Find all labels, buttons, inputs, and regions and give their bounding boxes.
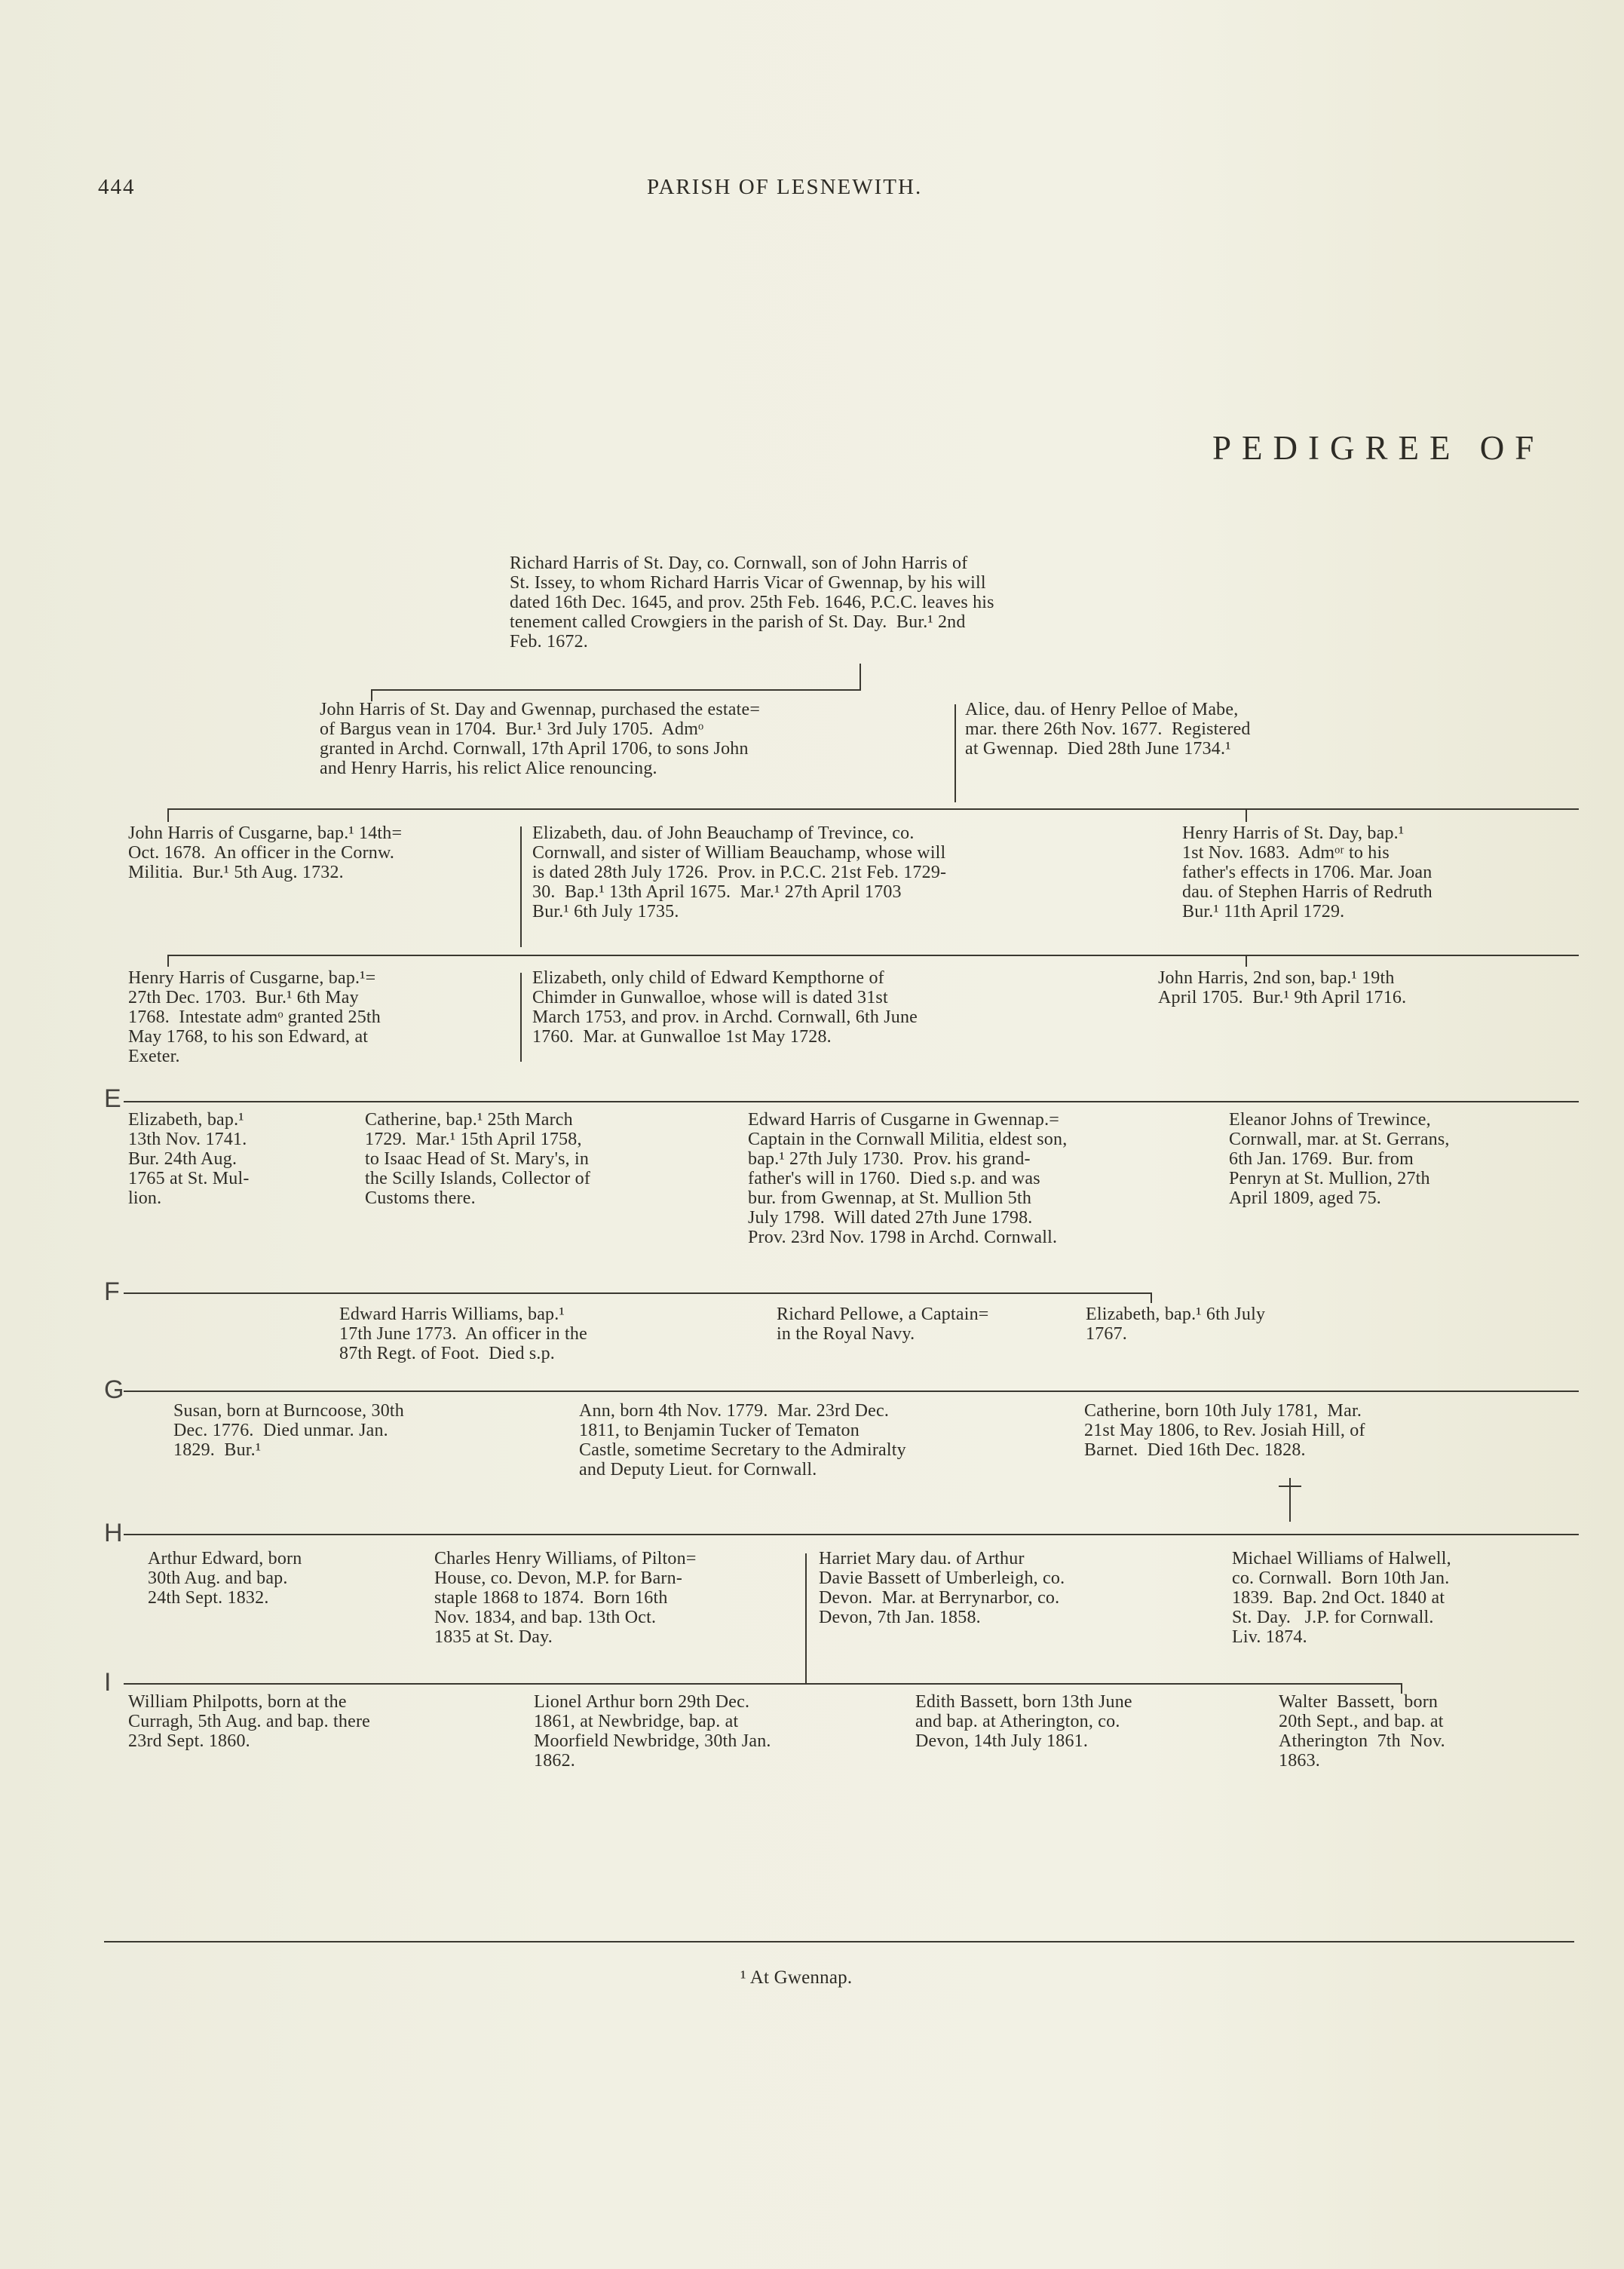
entry-edward-harris: Edward Harris of Cusgarne in Gwennap.= Captain in the Cornwall Militia, eldest son, bap.¹ 27th July 1730. Prov. his grand- father's will in 1760. Died s.p. and was bur. from Gwennap, at St. Mullion 5th July 1798. Will dated 27th June 1798. Prov. 23rd Nov. 1798 in Archd. Cornwall. bbox=[748, 1110, 1068, 1247]
entry-catherine-1781: Catherine, born 10th July 1781, Mar. 21st May 1806, to Rev. Josiah Hill, of Barnet. Died 16th Dec. 1828. bbox=[1084, 1401, 1365, 1460]
entry-harriet-mary: Harriet Mary dau. of Arthur Davie Bassett of Umberleigh, co. Devon. Mar. at Berrynarbor, co. Devon, 7th Jan. 1858. bbox=[819, 1549, 1065, 1627]
marriage-line bbox=[520, 973, 522, 1062]
marriage-line bbox=[954, 704, 956, 802]
descent-line bbox=[167, 955, 1579, 956]
entry-william-philpotts: William Philpotts, born at the Curragh, 5th Aug. and bap. there 23rd Sept. 1860. bbox=[128, 1692, 370, 1751]
entry-ann: Ann, born 4th Nov. 1779. Mar. 23rd Dec. 1811, to Benjamin Tucker of Tematon Castle, sometime Secretary to the Admiralty and Deputy Lieut. for Cornwall. bbox=[579, 1401, 906, 1479]
row-letter-h: H bbox=[104, 1519, 123, 1547]
descent-line bbox=[371, 689, 859, 691]
entry-susan: Susan, born at Burncoose, 30th Dec. 1776. Died unmar. Jan. 1829. Bur.¹ bbox=[173, 1401, 404, 1460]
marriage-line bbox=[805, 1553, 807, 1683]
descent-line bbox=[167, 955, 169, 967]
descent-line bbox=[1151, 1292, 1152, 1303]
descent-line bbox=[124, 1534, 1579, 1535]
descent-line bbox=[124, 1101, 1579, 1102]
entry-john-harris-cusgarne: John Harris of Cusgarne, bap.¹ 14th= Oct. 1678. An officer in the Cornw. Militia. Bur.¹ 5th Aug. 1732. bbox=[128, 823, 403, 882]
row-letter-i: I bbox=[104, 1668, 112, 1697]
entry-elizabeth-beauchamp: Elizabeth, dau. of John Beauchamp of Trevince, co. Cornwall, and sister of William Beauchamp, whose will is dated 28th July 1726. Prov. in P.C.C. 21st Feb. 1729- 30. Bap.¹ 13th April 1675. Mar.¹ 27th April 1703 Bur.¹ 6th July 1735. bbox=[532, 823, 947, 921]
entry-john-harris-2nd-son: John Harris, 2nd son, bap.¹ 19th April 1705. Bur.¹ 9th April 1716. bbox=[1158, 968, 1407, 1007]
entry-henry-harris-st-day: Henry Harris of St. Day, bap.¹ 1st Nov. 1683. Admᵒʳ to his father's effects in 1706. Mar. Joan dau. of Stephen Harris of Redruth Bur.¹ 11th April 1729. bbox=[1182, 823, 1432, 921]
pedigree-title: PEDIGREE OF bbox=[1212, 429, 1545, 467]
page-number: 444 bbox=[98, 175, 136, 199]
entry-edward-harris-williams: Edward Harris Williams, bap.¹ 17th June 1773. An officer in the 87th Regt. of Foot. Died s.p. bbox=[339, 1305, 587, 1363]
entry-richard-pellowe: Richard Pellowe, a Captain= in the Royal Navy. bbox=[777, 1305, 989, 1344]
descent-line bbox=[124, 1292, 1151, 1294]
entry-elizabeth-kempthorne: Elizabeth, only child of Edward Kempthorne of Chimder in Gunwalloe, whose will is dated 31st March 1753, and prov. in Archd. Cornwall, 6th June 1760. Mar. at Gunwalloe 1st May 1728. bbox=[532, 968, 918, 1047]
entry-edith-bassett: Edith Bassett, born 13th June and bap. at Atherington, co. Devon, 14th July 1861. bbox=[915, 1692, 1132, 1751]
row-letter-f: F bbox=[104, 1277, 120, 1306]
marriage-line bbox=[520, 826, 522, 947]
descent-line bbox=[859, 664, 861, 691]
entry-henry-harris-cusgarne: Henry Harris of Cusgarne, bap.¹= 27th Dec. 1703. Bur.¹ 6th May 1768. Intestate admᵒ granted 25th May 1768, to his son Edward, at Exeter. bbox=[128, 968, 381, 1066]
entry-richard-harris: Richard Harris of St. Day, co. Cornwall, son of John Harris of St. Issey, to whom Richard Harris Vicar of Gwennap, by his will dated 16th Dec. 1645, and prov. 25th Feb. 1646, P.C.C. leaves his tenement called Crowgiers in the parish of St. Day. Bur.¹ 2nd Feb. 1672. bbox=[510, 553, 994, 652]
entry-lionel-arthur: Lionel Arthur born 29th Dec. 1861, at Newbridge, bap. at Moorfield Newbridge, 30th Jan. 1862. bbox=[534, 1692, 771, 1771]
entry-michael-williams: Michael Williams of Halwell, co. Cornwall. Born 10th Jan. 1839. Bap. 2nd Oct. 1840 at St. Day. J.P. for Cornwall. Liv. 1874. bbox=[1232, 1549, 1451, 1647]
entry-walter-bassett: Walter Bassett, born 20th Sept., and bap. at Atherington 7th Nov. 1863. bbox=[1279, 1692, 1445, 1771]
footnote: ¹ At Gwennap. bbox=[740, 1967, 853, 1988]
entry-eleanor-johns: Eleanor Johns of Trewince, Cornwall, mar. at St. Gerrans, 6th Jan. 1769. Bur. from Penryn at St. Mullion, 27th April 1809, aged 75. bbox=[1229, 1110, 1450, 1208]
entry-arthur-edward: Arthur Edward, born 30th Aug. and bap. 24th Sept. 1832. bbox=[148, 1549, 302, 1608]
descent-line bbox=[1246, 955, 1247, 967]
descent-line bbox=[167, 808, 1579, 810]
descent-line bbox=[1246, 808, 1247, 822]
running-title: PARISH OF LESNEWITH. bbox=[647, 175, 923, 199]
row-letter-e: E bbox=[104, 1084, 121, 1113]
descent-line bbox=[124, 1683, 1401, 1685]
entry-john-harris-st-day: John Harris of St. Day and Gwennap, purchased the estate= of Bargus vean in 1704. Bur.¹ 3rd July 1705. Admᵒ granted in Archd. Cornwall, 17th April 1706, to sons John and Henry Harris, his relict Alice renouncing. bbox=[320, 700, 761, 778]
entry-elizabeth-1767: Elizabeth, bap.¹ 6th July 1767. bbox=[1086, 1305, 1266, 1344]
entry-charles-henry-williams: Charles Henry Williams, of Pilton= House, co. Devon, M.P. for Barn- staple 1868 to 1874. Born 16th Nov. 1834, and bap. 13th Oct. 1835 at St. Day. bbox=[434, 1549, 697, 1647]
entry-alice-pelloe: Alice, dau. of Henry Pelloe of Mabe, mar. there 26th Nov. 1677. Registered at Gwennap. Died 28th June 1734.¹ bbox=[965, 700, 1251, 759]
descent-line bbox=[167, 808, 169, 822]
row-letter-g: G bbox=[104, 1375, 124, 1404]
descent-line bbox=[124, 1391, 1579, 1392]
entry-catherine-1729: Catherine, bap.¹ 25th March 1729. Mar.¹ 15th April 1758, to Isaac Head of St. Mary's, in the Scilly Islands, Collector of Customs there. bbox=[365, 1110, 591, 1208]
descent-line bbox=[1279, 1486, 1301, 1487]
descent-line bbox=[1289, 1478, 1291, 1522]
footnote-rule bbox=[104, 1941, 1574, 1942]
entry-elizabeth-1741: Elizabeth, bap.¹ 13th Nov. 1741. Bur. 24th Aug. 1765 at St. Mul- lion. bbox=[128, 1110, 250, 1208]
